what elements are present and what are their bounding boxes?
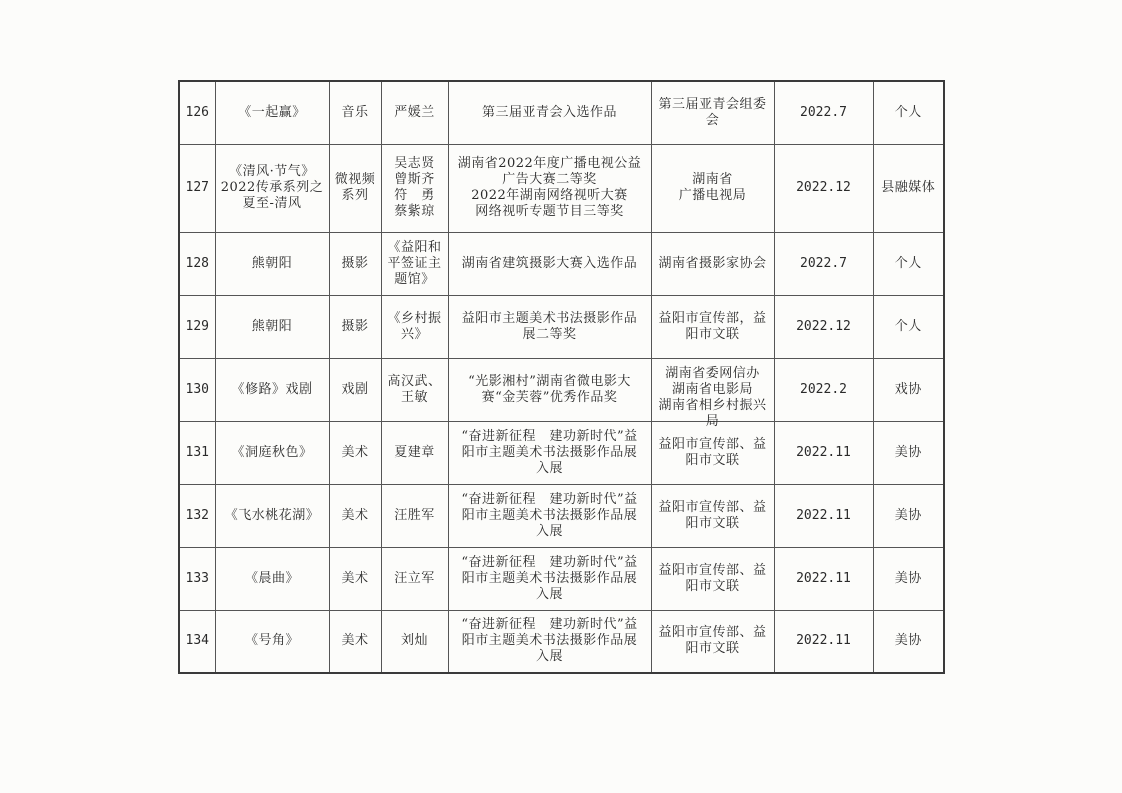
table-row xyxy=(179,421,944,484)
award-name: “光影湘村”湖南省微电影大 赛“金芙蓉”优秀作品奖 xyxy=(448,358,651,421)
row-number: 134 xyxy=(179,610,215,673)
work-category: 戏剧 xyxy=(329,358,381,421)
work-title: 《清风·节气》 2022传承系列之 夏至-清风 xyxy=(215,144,329,232)
award-name: “奋进新征程 建功新时代”益 阳市主题美术书法摄影作品展 入展 xyxy=(448,547,651,610)
work-author: 刘灿 xyxy=(381,610,448,673)
table-row xyxy=(179,81,944,144)
award-name: “奋进新征程 建功新时代”益 阳市主题美术书法摄影作品展 入展 xyxy=(448,484,651,547)
work-author: 《乡村振 兴》 xyxy=(381,295,448,358)
work-title: 《晨曲》 xyxy=(215,547,329,610)
work-title: 熊朝阳 xyxy=(215,295,329,358)
row-number: 129 xyxy=(179,295,215,358)
work-category: 音乐 xyxy=(329,81,381,144)
awarding-org: 益阳市宣传部、益 阳市文联 xyxy=(651,610,774,673)
award-date: 2022.12 xyxy=(774,144,873,232)
awarding-org: 第三届亚青会组委 会 xyxy=(651,81,774,144)
table-row xyxy=(179,610,944,673)
work-category: 美术 xyxy=(329,610,381,673)
table-row xyxy=(179,295,944,358)
award-name: “奋进新征程 建功新时代”益 阳市主题美术书法摄影作品展 入展 xyxy=(448,421,651,484)
table-row xyxy=(179,144,944,232)
works-table xyxy=(178,80,945,674)
awarding-org: 湖南省 广播电视局 xyxy=(651,144,774,232)
work-author: 严媛兰 xyxy=(381,81,448,144)
award-date: 2022.11 xyxy=(774,421,873,484)
entry-type: 县融媒体 xyxy=(873,144,944,232)
award-date: 2022.11 xyxy=(774,610,873,673)
work-author: 吴志贤 曾斯齐 符 勇 蔡紫琼 xyxy=(381,144,448,232)
award-date: 2022.11 xyxy=(774,547,873,610)
awarding-org-text: 湖南省委网信办 湖南省电影局 湖南省相乡村振兴 局 xyxy=(658,365,767,429)
awarding-org: 益阳市宣传部、益 阳市文联 xyxy=(651,421,774,484)
awarding-org: 益阳市宣传部、益 阳市文联 xyxy=(651,547,774,610)
work-author: 《益阳和 平签证主 题馆》 xyxy=(381,232,448,295)
work-category: 微视频 系列 xyxy=(329,144,381,232)
work-category: 美术 xyxy=(329,484,381,547)
awarding-org: 益阳市宣传部，益 阳市文联 xyxy=(651,295,774,358)
row-number: 126 xyxy=(179,81,215,144)
table-row xyxy=(179,547,944,610)
entry-type: 个人 xyxy=(873,232,944,295)
awarding-org: 湖南省摄影家协会 xyxy=(651,232,774,295)
entry-type: 美协 xyxy=(873,547,944,610)
row-number: 133 xyxy=(179,547,215,610)
awarding-org xyxy=(651,358,774,429)
work-category: 美术 xyxy=(329,547,381,610)
entry-type: 个人 xyxy=(873,295,944,358)
work-category: 摄影 xyxy=(329,232,381,295)
entry-type: 戏协 xyxy=(873,358,944,421)
row-number: 131 xyxy=(179,421,215,484)
row-number: 132 xyxy=(179,484,215,547)
entry-type: 个人 xyxy=(873,81,944,144)
table-row xyxy=(179,232,944,295)
work-category: 美术 xyxy=(329,421,381,484)
award-name: 第三届亚青会入选作品 xyxy=(448,81,651,144)
work-author: 高汉武、 王敏 xyxy=(381,358,448,421)
work-author: 夏建章 xyxy=(381,421,448,484)
award-name: 湖南省2022年度广播电视公益 广告大赛二等奖 2022年湖南网络视听大赛 网络视听专题节目三等奖 xyxy=(448,144,651,232)
entry-type: 美协 xyxy=(873,421,944,484)
award-date: 2022.7 xyxy=(774,232,873,295)
table-row xyxy=(179,358,944,421)
award-date: 2022.7 xyxy=(774,81,873,144)
award-date: 2022.12 xyxy=(774,295,873,358)
work-title: 《修路》戏剧 xyxy=(215,358,329,421)
award-name: 湖南省建筑摄影大赛入选作品 xyxy=(448,232,651,295)
work-category: 摄影 xyxy=(329,295,381,358)
work-title: 《号角》 xyxy=(215,610,329,673)
work-title: 《洞庭秋色》 xyxy=(215,421,329,484)
work-title: 《飞水桃花湖》 xyxy=(215,484,329,547)
row-number: 130 xyxy=(179,358,215,421)
award-date: 2022.2 xyxy=(774,358,873,421)
work-author: 汪立军 xyxy=(381,547,448,610)
awarding-org: 益阳市宣传部、益 阳市文联 xyxy=(651,484,774,547)
entry-type: 美协 xyxy=(873,484,944,547)
work-title: 熊朝阳 xyxy=(215,232,329,295)
work-author: 汪胜军 xyxy=(381,484,448,547)
work-title: 《一起赢》 xyxy=(215,81,329,144)
row-number: 127 xyxy=(179,144,215,232)
row-number: 128 xyxy=(179,232,215,295)
award-name: “奋进新征程 建功新时代”益 阳市主题美术书法摄影作品展 入展 xyxy=(448,610,651,673)
table-row xyxy=(179,484,944,547)
award-name: 益阳市主题美术书法摄影作品 展二等奖 xyxy=(448,295,651,358)
entry-type: 美协 xyxy=(873,610,944,673)
award-date: 2022.11 xyxy=(774,484,873,547)
